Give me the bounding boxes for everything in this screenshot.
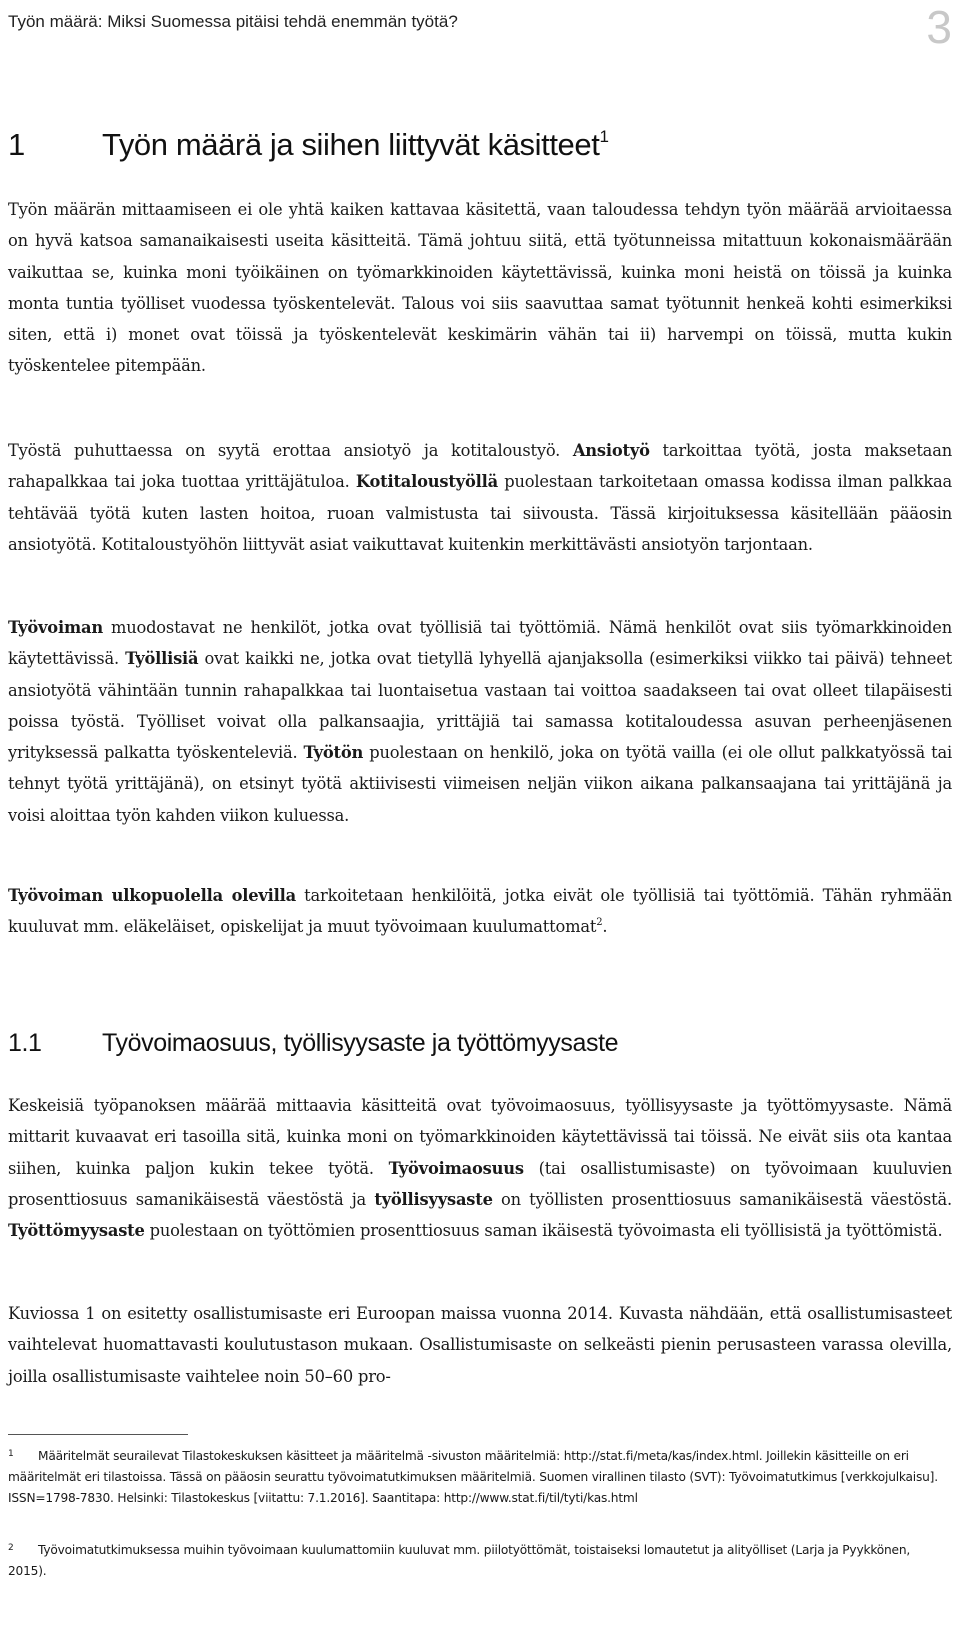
footnote-ref-2[interactable]: 2 <box>596 917 603 929</box>
paragraph-3 <box>8 612 952 831</box>
subsection-number: 1.1 <box>8 1029 42 1057</box>
text-run: on työllisten prosenttiosuus samanikäisestä väestöstä. <box>492 1189 952 1209</box>
term-tyovoimaosuus: Työvoimaosuus <box>388 1158 524 1178</box>
text-run: Työstä puhuttaessa on syytä erottaa ansiotyö ja kotitaloustyö. <box>8 441 573 460</box>
term-tyottomyysaste: Työttömyysaste <box>8 1221 145 1241</box>
section-title: Työn määrä ja siihen liittyvät käsitteet <box>102 127 600 162</box>
paragraph-2 <box>8 435 952 560</box>
footnote-divider <box>8 1434 188 1435</box>
text-run: tarkoittaa työtä, josta maksetaan rahapalkkaa tai joka tuottaa yrittäjätuloa. <box>8 441 952 492</box>
term-ansiotyo: Ansiotyö <box>572 441 650 460</box>
paragraph-5 <box>8 1090 952 1246</box>
term-tyollisia: Työllisiä <box>125 649 199 669</box>
paragraph-1: Työn määrän mittaamiseen ei ole yhtä kaiken kattavaa käsitettä, vaan taloudessa tehdyn työn määrää arvioitaessa on hyvä katsoa samanaikaisesti useita käsitteitä. Tämä johtuu siitä, että työtunneissa mitattuun kokonaismäärään vaikuttaa se, kuinka moni työikäinen on työmarkkinoiden käytettävissä, kuinka moni heistä on töissä ja kuinka monta tuntia työlliset vuodessa työskentelevät. Talous voi siis saavuttaa samat työtunnit henkeä kohti esimerkiksi siten, että i) monet ovat töissä ja työskentelevät keskimärin vähän tai ii) harvempi on töissä, mutta kukin työskentelee pitempään. <box>8 200 952 376</box>
term-kotitaloustyo: Kotitaloustyöllä <box>355 472 498 492</box>
text-run: Keskeisiä työpanoksen määrää mittaavia käsitteitä ovat työvoimaosuus, työllisyysaste ja työttömyysaste. Nämä mittarit kuvaavat eri tasoilla sitä, kuinka moni on työmarkkinoiden käytettävissä tai töissä. Ne eivät siis ota kantaa siihen, kuinka paljon kukin tekee työtä. <box>8 1096 952 1178</box>
footnote-1 <box>8 1444 952 1509</box>
text-run: (tai osallistumisaste) on työvoimaan kuuluvien prosenttiosuus samanikäisestä väestöstä ja <box>8 1158 952 1209</box>
term-tyoton: Työtön <box>303 743 364 763</box>
footnote-2-mark: 2 <box>8 1543 14 1553</box>
term-tyovoiman-ulkopuolella: Työvoiman ulkopuolella olevilla <box>8 886 296 905</box>
term-tyovoima: Työvoiman <box>8 618 103 637</box>
paragraph-4 <box>8 880 952 943</box>
footnote-ref-1[interactable]: 1 <box>599 127 609 146</box>
subsection-title: Työvoimaosuus, työllisyysaste ja työttömyysaste <box>102 1029 619 1057</box>
text-run: puolestaan on työttömien prosenttiosuus saman ikäisestä työvoimasta eli työllisistä ja työttömistä. <box>144 1221 943 1241</box>
text-run: puolestaan tarkoitetaan omassa kodissa ilman palkkaa tehtävää työtä kuten lasten hoitoa, ruoan valmistusta tai siivousta. Tässä kirjoituksessa käsitellään pääosin ansiotyötä. Kotitaloustyöhön liittyvät asiat vaikuttavat kuitenkin merkittävästi ansiotyön tarjontaan. <box>8 472 953 554</box>
section-heading <box>8 127 609 163</box>
running-header <box>8 1 952 53</box>
footnote-2-text: Työvoimatutkimuksessa muihin työvoimaan kuulumattomiin kuuluvat mm. piilotyöttömät, toistaiseksi lomautetut ja alityölliset (Larja ja Pyykkönen, 2015). <box>8 1543 911 1578</box>
section-number: 1 <box>8 127 25 162</box>
page-number: 3 <box>926 1 952 53</box>
running-title: Työn määrä: Miksi Suomessa pitäisi tehdä enemmän työtä? <box>8 12 458 31</box>
footnote-1-mark: 1 <box>8 1449 14 1459</box>
footnote-1-text: Määritelmät seurailevat Tilastokeskuksen käsitteet ja määritelmä -sivuston määritelmiä: http://stat.fi/meta/kas/index.html. Joillekin käsitteille on eri määritelmät eri tilastoissa. Tässä on pääosin seurattu työvoimatutkimuksen määritelmiä. Suomen virallinen tilasto (SVT): Työvoimatutkimus [verkkojulkaisu]. ISSN=1798-7830. Helsinki: Tilastokeskus [viitattu: 7.1.2016]. Saantitapa: http://www.stat.fi/til/tyti/kas.html <box>8 1449 938 1505</box>
text-run: puolestaan on henkilö, joka on työtä vailla (ei ole ollut palkkatyössä tai tehnyt työtä yrittäjänä), on etsinyt työtä aktiivisesti viimeisen neljän viikon aikana palkansaajana tai yrittäjänä ja voisi aloittaa työn kahden viikon kuluessa. <box>8 743 952 825</box>
text-run: . <box>602 917 608 937</box>
term-tyollisyysaste: työllisyysaste <box>374 1189 493 1209</box>
paragraph-6: Kuviossa 1 on esitetty osallistumisaste eri Euroopan maissa vuonna 2014. Kuvasta nähdään, että osallistumisasteet vaihtelevat huomattavasti koulutustason mukaan. Osallistumisaste on selkeästi pienin perusasteen varassa olevilla, joilla osallistumisaste vaihtelee noin 50–60 pro- <box>8 1304 952 1386</box>
footnote-2 <box>8 1538 952 1582</box>
text-run: tarkoitetaan henkilöitä, jotka eivät ole työllisiä tai työttömiä. Tähän ryhmään kuuluvat mm. eläkeläiset, opiskelijat ja muut työvoimaan kuulumattomat <box>8 886 952 937</box>
text-run: ovat kaikki ne, jotka ovat tietyllä lyhyellä ajanjaksolla (esimerkiksi viikko tai päivä) tehneet ansiotyötä vähintään tunnin rahapalkkaa tai luontaisetua vastaan tai voittoa saadakseen tai ovat olleet tilapäisesti poissa työstä. Työlliset voivat olla palkansaajia, yrittäjiä tai samassa kotitaloudessa asuvan perheenjäsenen yrityksessä palkatta työskenteleviä. <box>8 649 952 763</box>
subsection-heading <box>8 1029 618 1058</box>
text-run: muodostavat ne henkilöt, jotka ovat työllisiä tai työttömiä. Nämä henkilöt ovat siis työmarkkinoiden käytettävissä. <box>8 618 952 669</box>
